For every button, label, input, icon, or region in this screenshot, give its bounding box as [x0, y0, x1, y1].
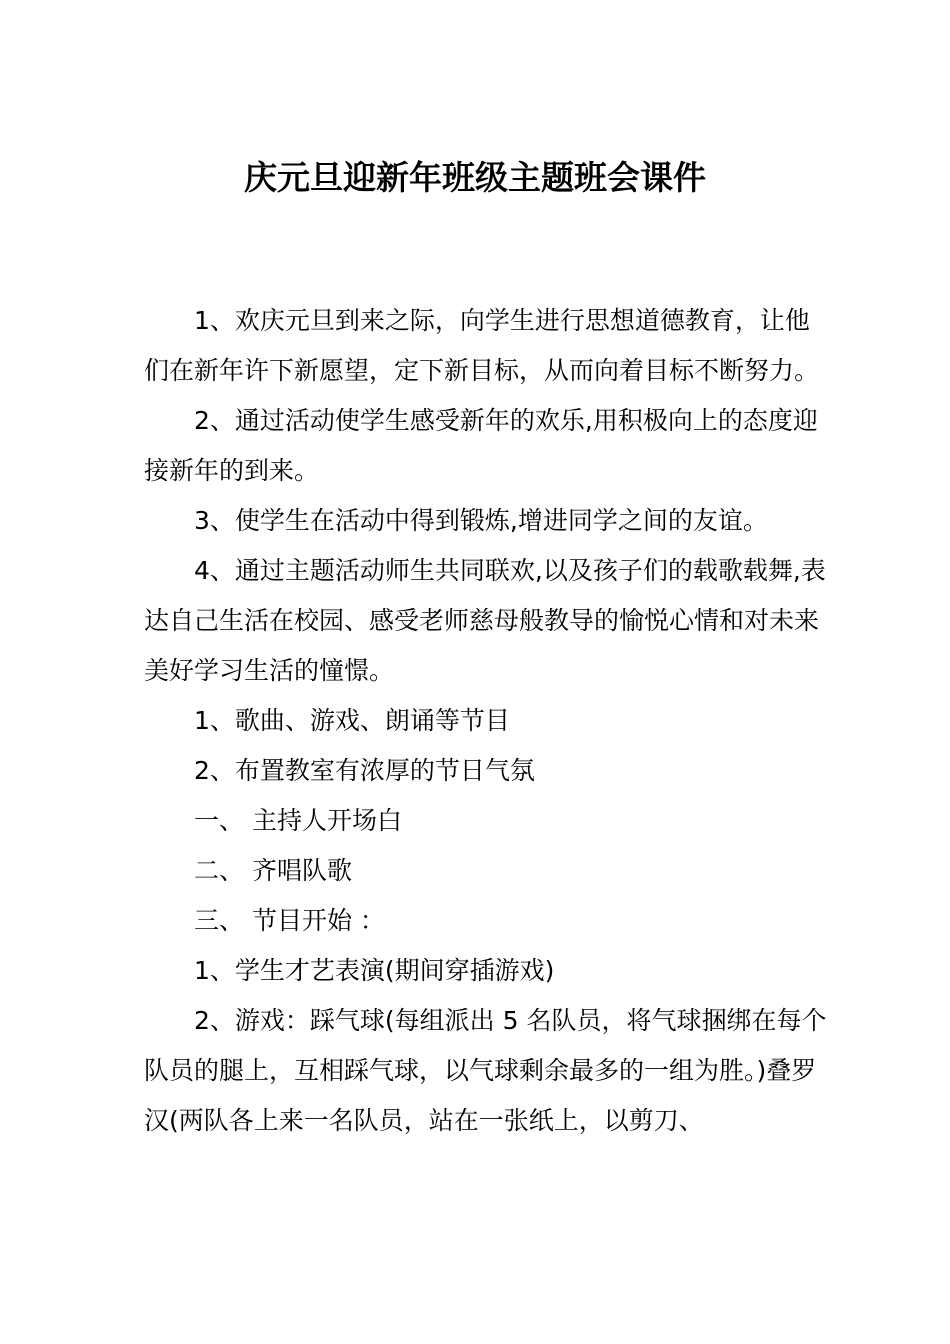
paragraph-objective-4: 4、通过主题活动师生共同联欢,以及孩子们的载歌载舞,表达自己生活在校园、感受老师慈母般教导的愉悦心情和对未来美好学习生活的憧憬。: [144, 556, 826, 685]
document-body: [144, 296, 834, 1146]
paragraph-objective-1: 1、欢庆元旦到来之际，向学生进行思想道德教育，让他们在新年许下新愿望，定下新目标，从而向着目标不断努力。: [144, 306, 820, 385]
paragraph-preparation-1: 1、歌曲、游戏、朗诵等节目: [194, 706, 510, 735]
paragraph-program-2: 2、游戏：踩气球(每组派出 5 名队员，将气球捆绑在每个队员的腿上，互相踩气球，以气球剩余最多的一组为胜。)叠罗汉(两队各上来一名队员，站在一张纸上，以剪刀、: [144, 1006, 827, 1135]
paragraph-step-1: 一、 主持人开场白: [194, 806, 402, 835]
paragraph-preparation-2: 2、布置教室有浓厚的节日气氛: [194, 756, 535, 785]
paragraph-objective-2: 2、通过活动使学生感受新年的欢乐,用积极向上的态度迎接新年的到来。: [144, 406, 818, 485]
paragraph-step-2: 二、 齐唱队歌: [194, 856, 352, 885]
paragraph-objective-3: 3、使学生在活动中得到锻炼,增进同学之间的友谊。: [194, 506, 768, 535]
paragraph-step-3: 三、 节目开始 ：: [194, 906, 385, 935]
paragraph-program-1: 1、学生才艺表演(期间穿插游戏): [194, 956, 555, 985]
document-title: 庆元旦迎新年班级主题班会课件: [244, 158, 706, 197]
